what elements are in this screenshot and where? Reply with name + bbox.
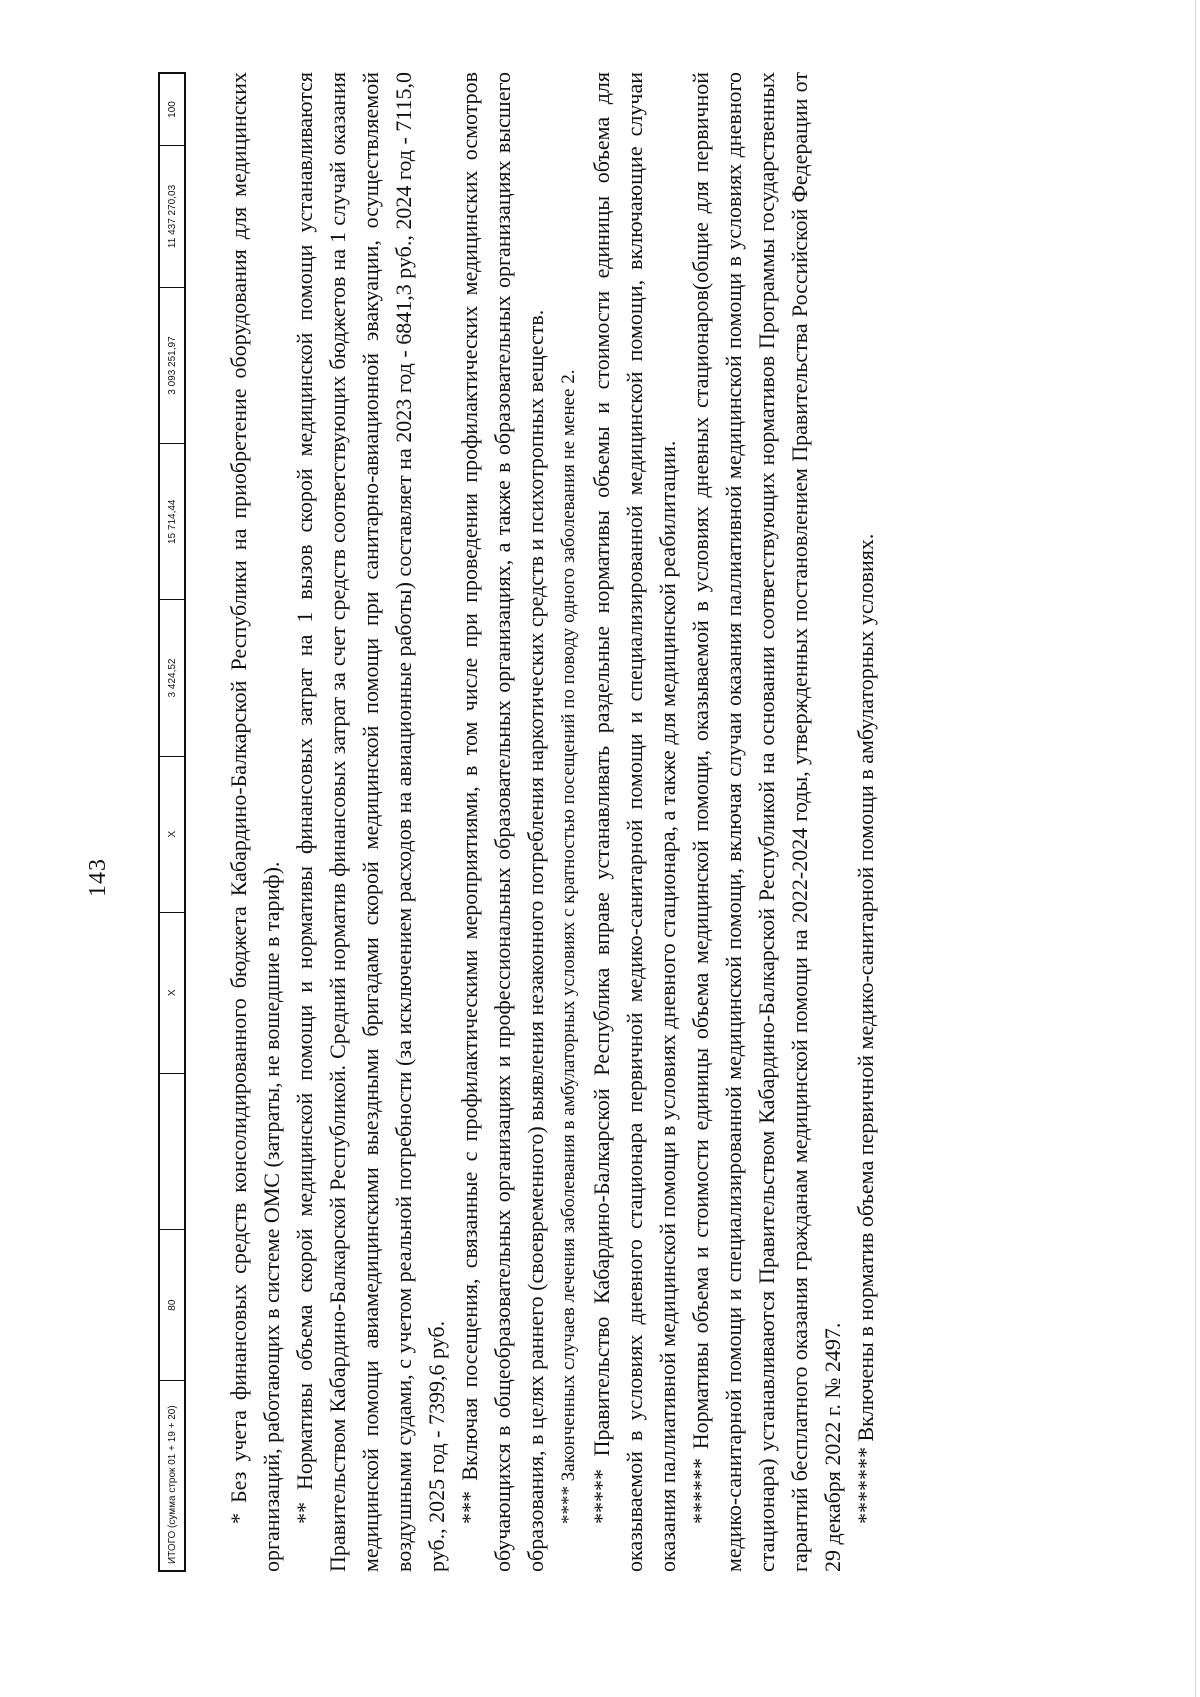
- scan-edge-line: [1195, 0, 1196, 1697]
- footnote-5: ***** Правительство Кабардино-Балкарской Республика вправе устанавливать раздельные нормативы объемы и стоимости единицы объема для оказываемой в условиях дневного стационара первичной медико-санитарной помощи и специализированной медицинской помощи, включающие случаи оказания паллиативной медицинской помощи в условиях дневного стационара, а также для медицинской реабилитации.: [589, 72, 680, 1572]
- total-row-label: ИТОГО (сумма строк 01 + 19 + 20): [160, 1380, 184, 1570]
- total-row-cell: 11 437 270,03: [160, 145, 184, 287]
- total-row-cell: X: [160, 756, 184, 912]
- footnote-6: ****** Нормативы объема и стоимости единицы объема медицинской помощи, оказываемой в условиях дневных стационаров(общие для первичной медико-санитарной помощи и специализированной медицинской помощи, включая случаи оказания паллиативной медицинской помощи в условиях дневного стационара) устанавливаются Правительством Кабардино-Балкарской Республикой на основании соответствующих нормативов Программы государственных гарантий бесплатного оказания гражданам медицинской помощи на 2022-2024 годы, утвержденных постановлением Правительства Российской Федерации от 29 декабря 2022 г. № 2497.: [688, 72, 845, 1572]
- total-row-cell: 3 424,52: [160, 599, 184, 755]
- total-row-cell: 80: [160, 1229, 184, 1380]
- footnotes: [222, 72, 882, 1572]
- footnote-7: ******* Включены в норматив объема первичной медико-санитарной помощи в амбулаторных условиях.: [853, 533, 878, 1524]
- page-number: 143: [85, 858, 111, 897]
- footnote-2: ** Нормативы объема скорой медицинской помощи и нормативы финансовых затрат на 1 вызов скорой медицинской помощи устанавливаются Правительством Кабардино-Балкарской Республикой. Средний норматив финансовых затрат за счет средств соответствующих бюджетов на 1 случай оказания медицинской помощи авиамедицинскими выездными бригадами скорой медицинской помощи при санитарно-авиационной эвакуации, осуществляемой воздушными судами, с учетом реальной потребности (за исключением расходов на авиационные работы) составляет на 2023 год - 6841,3 руб., 2024 год - 7115,0 руб., 2025 год - 7399,6 руб.: [292, 72, 449, 1572]
- footnote-4: **** Законченных случаев лечения заболевания в амбулаторных условиях с кратностью посещений по поводу одного заболевания не менее 2.: [558, 369, 579, 1524]
- total-row-cell: 15 714,44: [160, 443, 184, 599]
- total-row-table: [158, 72, 186, 1572]
- total-row-cell: 100: [166, 101, 178, 118]
- total-row-cell: 3 093 251,97: [160, 287, 184, 443]
- total-row-cell: [160, 1073, 184, 1229]
- total-row-cell: X: [160, 912, 184, 1073]
- footnote-1: * Без учета финансовых средств консолидированного бюджета Кабардино-Балкарской Республики на приобретение оборудования для медицинских организаций, работающих в системе ОМС (затраты, не вошедшие в тариф).: [226, 72, 284, 1572]
- footnote-3: *** Включая посещения, связанные с профилактическими мероприятиями, в том числе при проведении профилактических медицинских осмотров обучающихся в общеобразовательных организациях и профессиональных образовательных организациях, а также в образовательных организациях высшего образования, в целях раннего (своевременного) выявления незаконного потребления наркотических средств и психотропных веществ.: [457, 72, 548, 1572]
